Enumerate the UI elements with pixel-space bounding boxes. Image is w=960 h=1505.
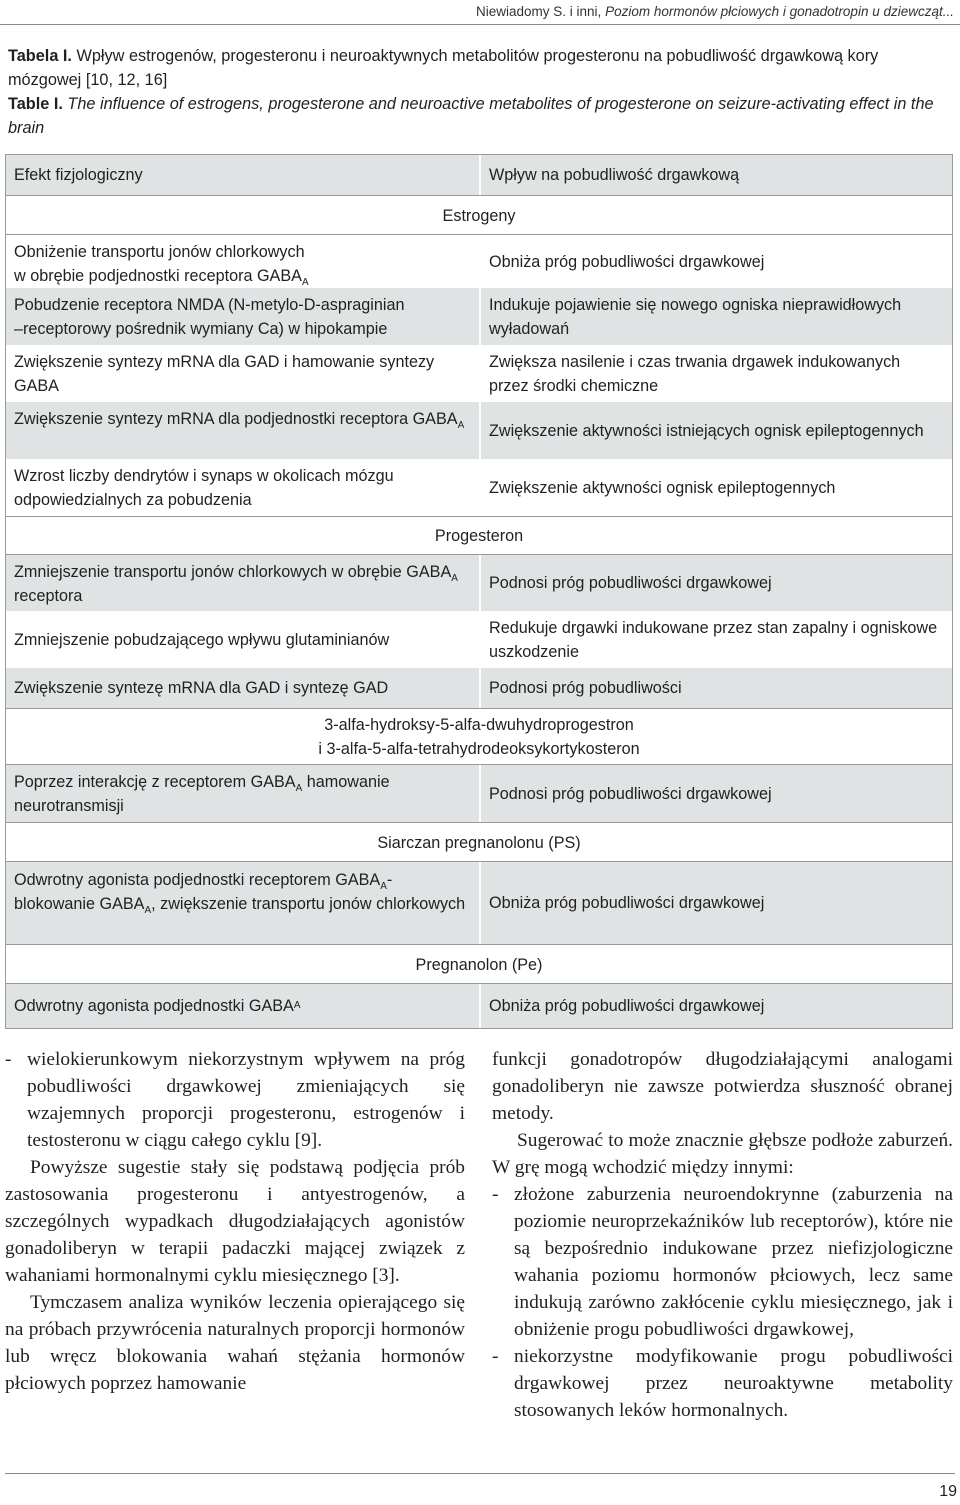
page-number: 19 [939, 1483, 957, 1500]
table-caption [8, 44, 948, 140]
row-effect [6, 402, 481, 459]
row-effect-mid: -blokowanie GABA [14, 871, 393, 913]
row-effect [6, 862, 481, 944]
section-ps: Siarczan pregnanolonu (PS) [6, 822, 952, 862]
caption-english-text: The influence of estrogens, progesterone and neuroactive metabolites of progesterone on seizure-activating effect in the brain [8, 95, 934, 137]
row-impact: Podnosi próg pobudliwości [489, 679, 682, 697]
list-item [492, 1181, 953, 1343]
paragraph: Powyższe sugestie stały się podstawą podjęcia prób zastosowania progesteronu i antyestrogenów, a szczególnych wypadkach długodziałających agonistów gonadoliberyn w terapii padaczki mającej związek z wahaniami hormonalnymi cyklu miesięcznego [3]. [5, 1157, 465, 1286]
caption-english [8, 92, 948, 140]
row-impact: Obniża próg pobudliwości drgawkowej [489, 252, 765, 271]
row-impact: Obniża próg pobudliwości drgawkowej [489, 894, 765, 912]
row-effect-text: Odwrotny agonista podjednostki GABA [14, 997, 294, 1015]
list-item-text: wielokierunkowym niekorzystnym wpływem na próg pobudliwości drgawkowej zmieniających się wzajemnych proporcji progesteronu, estrogenów i testosteronu w ciągu całego cyklu [9]. [27, 1049, 465, 1151]
row-effect-line1: Pobudzenie receptora NMDA (N-metylo-D-aspraginian [14, 296, 405, 314]
paragraph: Tymczasem analiza wyników leczenia opierającego się na próbach przywrócenia naturalnych proporcji hormonów lub wręcz blokowania wahań stężania hormonów płciowych poprzez hamowanie [5, 1292, 465, 1394]
bullet-dash: - [492, 1184, 499, 1205]
row-effect: Zwiększenie syntezy mRNA dla GAD i hamowanie syntezy GABA [6, 345, 481, 402]
header-col2: Wpływ na pobudliwość drgawkową [489, 166, 740, 184]
table-row [6, 555, 952, 611]
row-impact: Podnosi próg pobudliwości drgawkowej [489, 784, 772, 803]
running-head-title: Poziom hormonów płciowych i gonadotropin u dziewcząt... [605, 4, 954, 19]
caption-polish [8, 44, 948, 92]
row-effect-tail: receptora [14, 587, 83, 605]
body-column-right [492, 1046, 953, 1424]
row-effect: Zmniejszenie pobudzającego wpływu glutaminianów [6, 611, 481, 668]
list-item [5, 1046, 465, 1154]
row-effect-line2: –receptorowy pośrednik wymiany Ca) w hipokampie [14, 320, 388, 338]
row-effect [6, 288, 481, 345]
row-impact: Zwiększa nasilenie i czas trwania drgawek indukowanych przez środki chemiczne [489, 352, 901, 395]
caption-polish-text: Wpływ estrogenów, progesteronu i neuroaktywnych metabolitów progesteronu na pobudliwość drgawkową kory mózgowej [10, 12, 16] [8, 47, 879, 89]
subscript: A [451, 573, 458, 584]
metabolites-line2: i 3-alfa-5-alfa-tetrahydrodeoksykortykosteron [318, 740, 640, 758]
row-effect-tail: hamowanie neurotransmisji [14, 773, 390, 815]
metabolites-line1: 3-alfa-hydroksy-5-alfa-dwuhydroprogestron [324, 716, 634, 734]
row-effect [6, 235, 481, 288]
subscript: A [301, 277, 309, 288]
running-head [0, 0, 960, 25]
subscript: A [144, 905, 152, 916]
caption-polish-label: Tabela I. [8, 47, 72, 65]
list-item [492, 1343, 953, 1424]
row-impact: Zwiększenie aktywności ognisk epileptogennych [489, 478, 836, 497]
header-col1: Efekt fizjologiczny [6, 155, 481, 195]
section-metabolites [6, 708, 952, 765]
data-table [5, 154, 953, 1029]
section-progesteron: Progesteron [6, 516, 952, 555]
row-effect-text: Poprzez interakcję z receptorem GABA [14, 773, 296, 791]
subscript: A [295, 783, 303, 794]
table-row [6, 402, 952, 459]
table-row [6, 611, 952, 668]
row-effect [6, 765, 481, 822]
footer-rule [5, 1473, 955, 1474]
row-impact: Redukuje drgawki indukowane przez stan zapalny i ogniskowe uszkodzenie [489, 618, 938, 661]
row-effect-text: Zwiększenie syntezy mRNA dla podjednostki receptora GABA [14, 410, 458, 428]
row-impact: Obniża próg pobudliwości drgawkowej [489, 997, 765, 1015]
table-row [6, 984, 952, 1028]
section-estrogeny: Estrogeny [6, 195, 952, 235]
list-item-text: niekorzystne modyfikowanie progu pobudliwości drgawkowej przez neuroaktywne metabolity stosowanych leków hormonalnych. [514, 1346, 953, 1421]
running-head-authors: Niewiadomy S. i inni, [476, 4, 606, 19]
row-impact: Indukuje pojawienie się nowego ogniska nieprawidłowych wyładowań [489, 295, 902, 338]
row-effect: Odwrotny agonista podjednostki GABA A [6, 984, 481, 1028]
caption-english-label: Table I. [8, 95, 63, 113]
subscript: A [457, 420, 465, 431]
table-row [6, 345, 952, 402]
row-impact: Podnosi próg pobudliwości drgawkowej [489, 574, 772, 592]
section-pe: Pregnanolon (Pe) [6, 944, 952, 984]
table-row [6, 235, 952, 288]
row-effect-tail: , zwiększenie transportu jonów chlorkowych [151, 895, 466, 913]
row-effect-line1: Obniżenie transportu jonów chlorkowych [14, 243, 305, 261]
paragraph: Sugerować to może znacznie głębsze podłoże zaburzeń. W grę mogą wchodzić między innymi: [492, 1130, 953, 1178]
table-row [6, 765, 952, 822]
table-row [6, 288, 952, 345]
body-column-left [5, 1046, 465, 1397]
row-impact: Zwiększenie aktywności istniejących ognisk epileptogennych [489, 421, 924, 440]
table-row [6, 459, 952, 516]
row-effect-line2: w obrębie podjednostki receptora GABA [14, 267, 302, 285]
bullet-dash: - [5, 1049, 12, 1070]
row-effect: Wzrost liczby dendrytów i synaps w okolicach mózgu odpowiedzialnych za pobudzenia [6, 459, 481, 516]
table-row [6, 862, 952, 944]
row-effect-text: Zmniejszenie transportu jonów chlorkowych w obrębie GABA [14, 563, 452, 581]
row-effect: Zwiększenie syntezę mRNA dla GAD i syntezę GAD [6, 668, 481, 708]
row-effect [6, 555, 481, 611]
bullet-dash: - [492, 1346, 499, 1367]
row-effect-text: Odwrotny agonista podjednostki receptorem GABA [14, 871, 381, 889]
subscript: A [380, 881, 387, 892]
paragraph: funkcji gonadotropów długodziałającymi analogami gonadoliberyn nie zawsze potwierdza słuszność obranej metody. [492, 1049, 953, 1124]
list-item-text: złożone zaburzenia neuroendokrynne (zaburzenia na poziomie neuroprzekaźników lub receptorów), które nie są bezpośrednio indukowane przez niefizjologiczne wahania poziomu hormonów płciowych, lecz same indukują zarówno zakłócenie cyklu miesięcznego, jak i obniżenie progu pobudliwości drgawkowej, [514, 1184, 953, 1340]
table-row [6, 668, 952, 708]
table-header-row [6, 155, 952, 195]
